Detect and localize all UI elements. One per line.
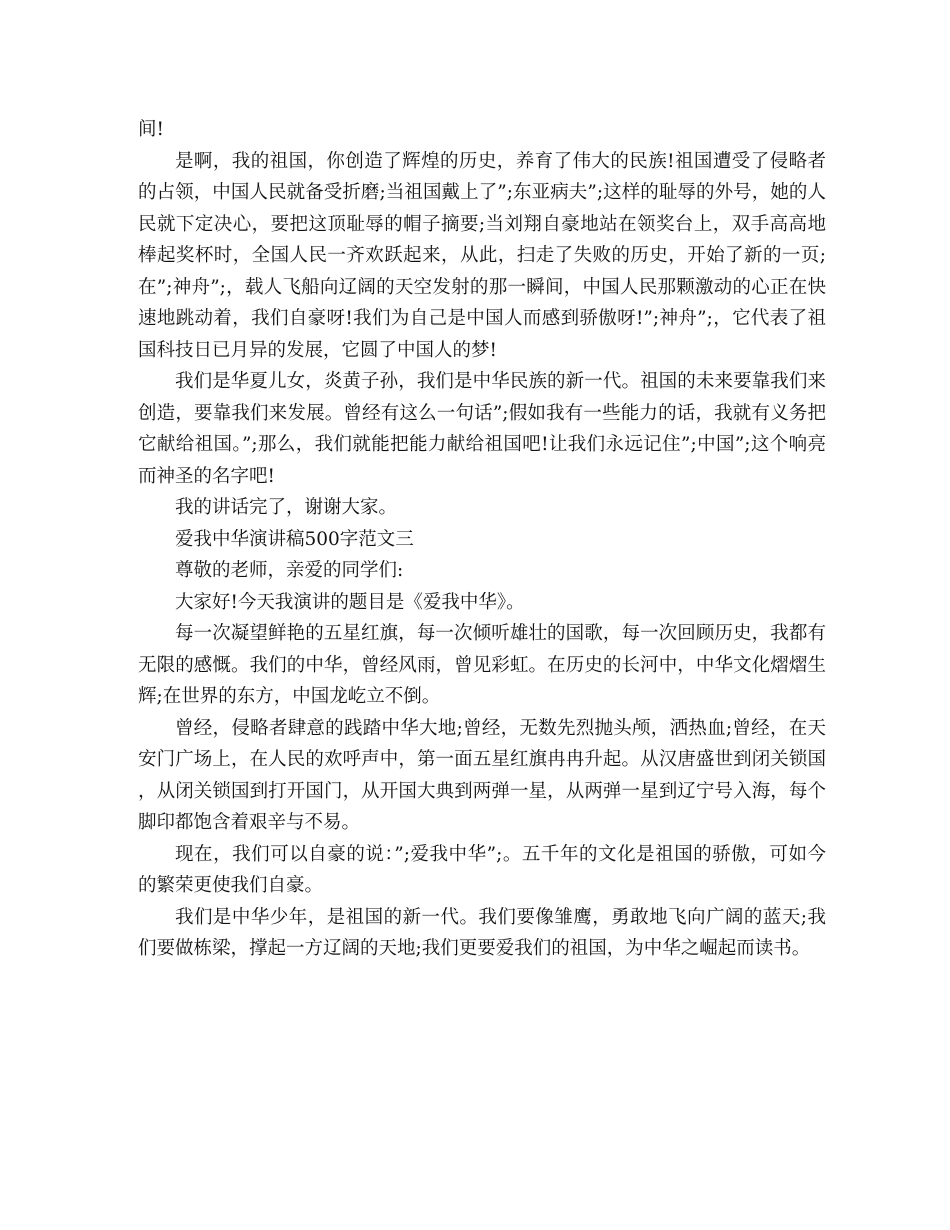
paragraph: 我们是华夏儿女，炎黄子孙，我们是中华民族的新一代。祖国的未来要靠我们来创造，要靠我们来发展。曾经有这么一句话”;假如我有一些能力的话，我就有义务把它献给祖国。”;那么，我们就能把能力献给祖国吧!让我们永远记住”;中国”;这个响亮而神圣的名字吧! <box>138 371 826 487</box>
section-title: 爱我中华演讲稿500字范文三 <box>175 528 414 550</box>
paragraph: 是啊，我的祖国，你创造了辉煌的历史，养育了伟大的民族!祖国遭受了侵略者的占领，中国人民就备受折磨;当祖国戴上了”;东亚病夫”;这样的耻辱的外号，她的人民就下定决心，要把这顶耻辱的帽子摘要;当刘翔自豪地站在领奖台上，双手高高地棒起奖杯时，全国人民一齐欢跃起来，从此，扫走了失败的历史，开始了新的一页;在”;神舟”;，载人飞船向辽阔的天空发射的那一瞬间，中国人民那颗激动的心正在快速地跳动着，我们自豪呀!我们为自己是中国人而感到骄傲呀!”;神舟”;，它代表了祖国科技日已月异的发展，它圆了中国人的梦! <box>138 150 826 361</box>
paragraph: 大家好!今天我演讲的题目是《爱我中华》。 <box>175 591 525 613</box>
paragraph-continuation: 间! <box>138 119 164 140</box>
paragraph: 我们是中华少年，是祖国的新一代。我们要像雏鹰，勇敢地飞向广阔的蓝天;我们要做栋梁，撑起一方辽阔的天地;我们更要爱我们的祖国，为中华之崛起而读书。 <box>138 906 826 959</box>
greeting: 尊敬的老师，亲爱的同学们: <box>175 560 404 581</box>
document-body <box>138 114 826 965</box>
paragraph: 每一次凝望鲜艳的五星红旗，每一次倾听雄壮的国歌，每一次回顾历史，我都有无限的感慨。我们的中华，曾经风雨，曾见彩虹。在历史的长河中，中华文化熠熠生辉;在世界的东方，中国龙屹立不倒。 <box>138 623 826 707</box>
paragraph: 曾经，侵略者肆意的践踏中华大地;曾经，无数先烈抛头颅，洒热血;曾经，在天安门广场上，在人民的欢呼声中，第一面五星红旗冉冉升起。从汉唐盛世到闭关锁国，从闭关锁国到打开国门，从开国大典到两弹一星，从两弹一星到辽宁号入海，每个脚印都饱含着艰辛与不易。 <box>138 717 826 833</box>
paragraph: 现在，我们可以自豪的说：”;爱我中华”;。五千年的文化是祖国的骄傲，可如今的繁荣更使我们自豪。 <box>138 843 826 896</box>
paragraph: 我的讲话完了，谢谢大家。 <box>175 497 398 518</box>
